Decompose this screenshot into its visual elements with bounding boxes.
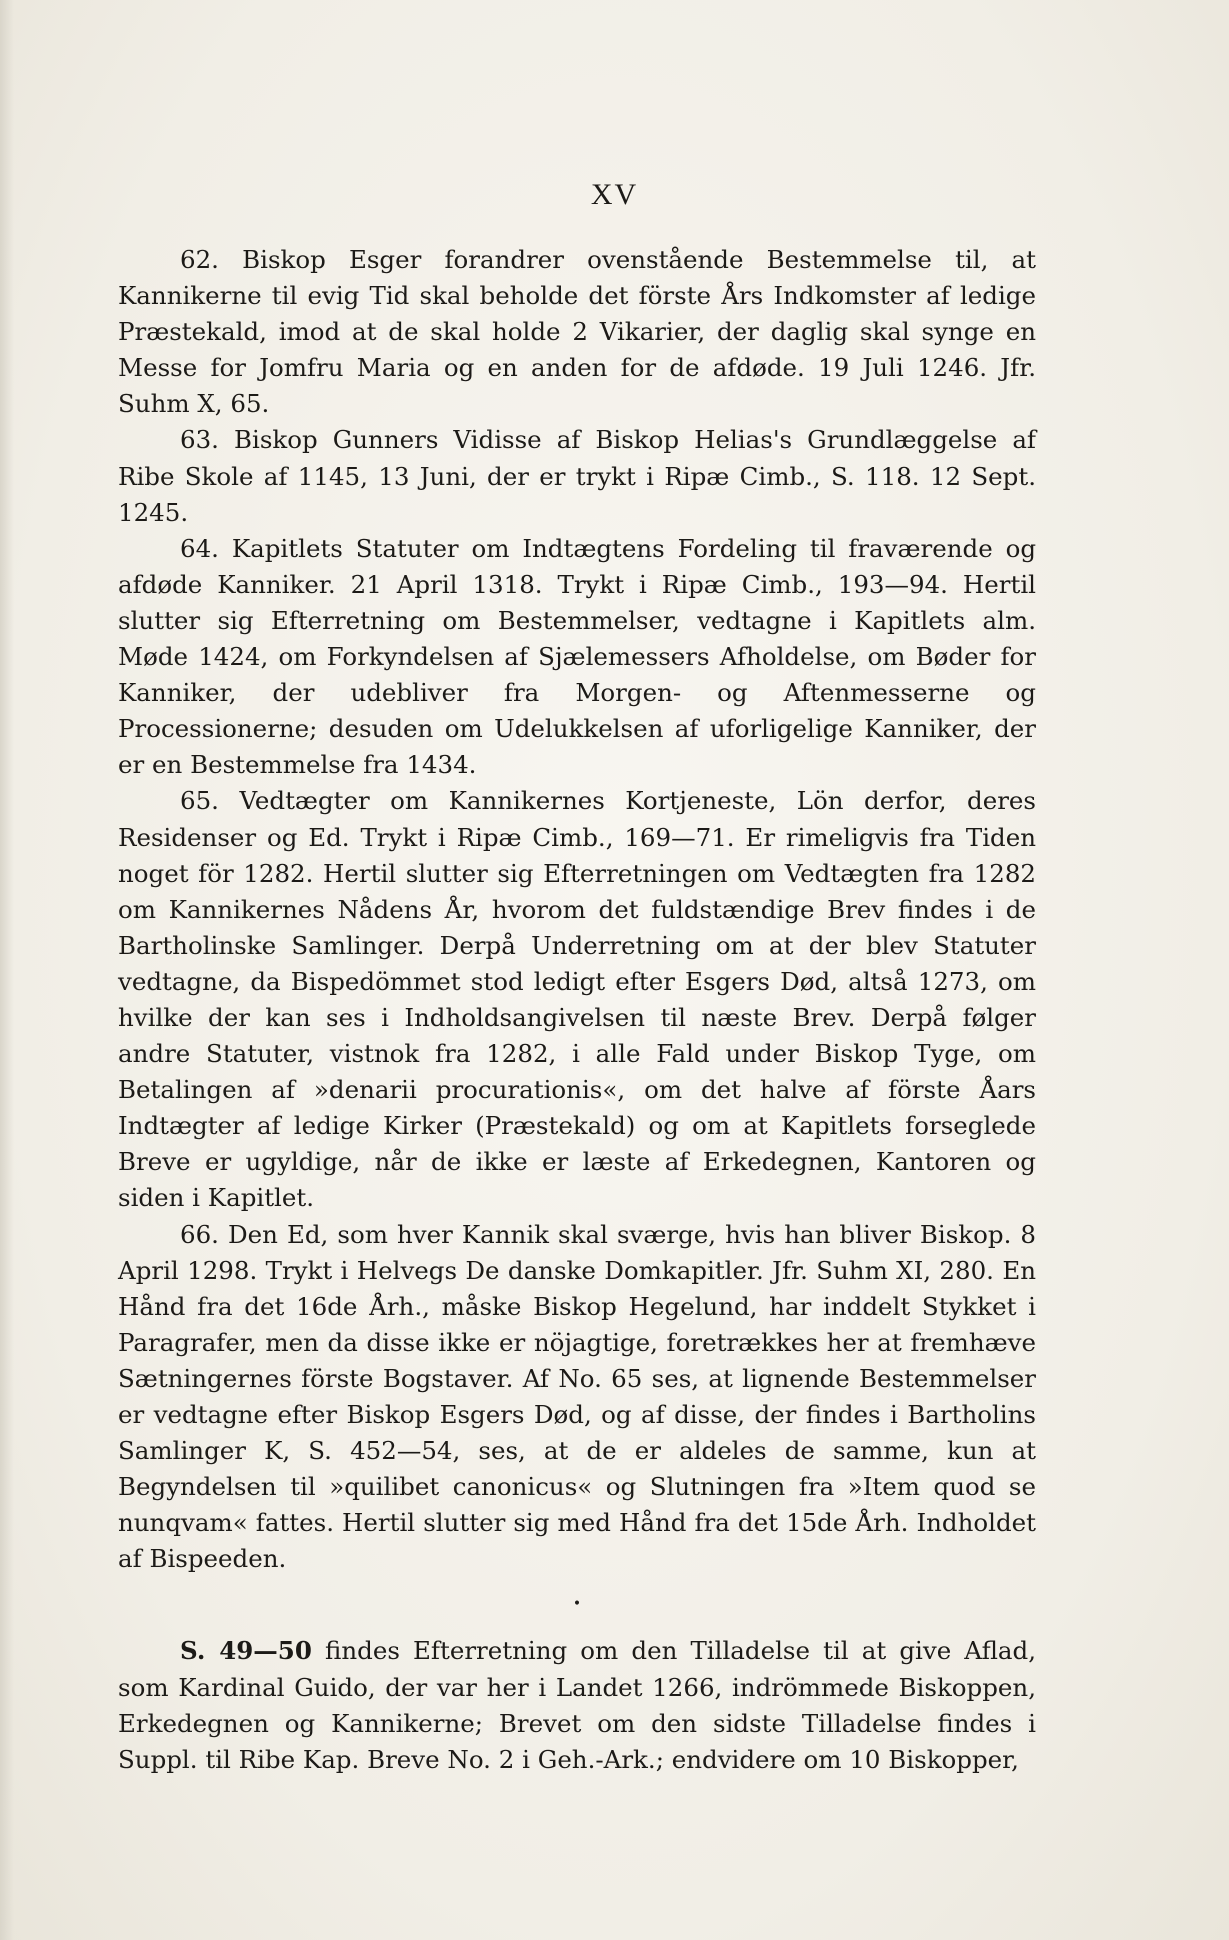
entry-63 (118, 422, 1036, 530)
body-text (118, 242, 1036, 1778)
entry-number: 65. (180, 786, 219, 816)
entry-text: Den Ed, som hver Kannik skal sværge, hvis han bliver Biskop. 8 April 1298. Trykt i Helvegs De danske Domkapitler. Jfr. Suhm XI, 280. En Hånd fra det 16de Årh., måske Biskop Hegelund, har inddelt Stykket i Paragrafer, men da disse ikke er nöjagtige, foretrækkes her at fremhæve Sætningernes förste Bogstaver. Af No. 65 ses, at lignende Bestemmelser er vedtagne efter Biskop Esgers Død, og af disse, der findes i Bartholins Samlinger K, S. 452—54, ses, at de er aldeles de samme, kun at Begyndelsen til »quilibet canonicus« og Slutningen fra »Item quod se nunqvam« fattes. Hertil slutter sig med Hånd fra det 15de Årh. Indholdet af Bispeeden. (118, 1219, 1036, 1574)
entry-text: Kapitlets Statuter om Indtægtens Fordeling til fraværende og afdøde Kanniker. 21 April 1318. Trykt i Ripæ Cimb., 193—94. Hertil slutter sig Efterretning om Bestemmelser, vedtagne i Kapitlets alm. Møde 1424, om Forkyndelsen af Sjælemessers Afholdelse, om Bøder for Kanniker, der udebliver fra Morgen- og Aftenmesserne og Processionerne; desuden om Udelukkelsen af uforligelige Kanniker, der er en Bestemmelse fra 1434. (118, 533, 1037, 780)
entry-65 (118, 783, 1036, 1216)
entry-number: 64. (180, 533, 219, 563)
page-edge-shadow (0, 0, 14, 1940)
section-text: findes Efterretning om den Tilladelse til at give Aflad, som Kardinal Guido, der var her i Landet 1266, indrömmede Biskoppen, Erkedegnen og Kannikerne; Brevet om den sidste Tilladelse findes i Suppl. til Ribe Kap. Breve No. 2 i Geh.-Ark.; endvidere om 10 Biskopper, (118, 1636, 1036, 1774)
section-paragraph (118, 1633, 1036, 1777)
entry-text: Biskop Gunners Vidisse af Biskop Helias's Grundlæggelse af Ribe Skole af 1145, 13 Juni, der er trykt i Ripæ Cimb., S. 118. 12 Sept. 1245. (118, 425, 1037, 527)
section-label: S. 49—50 (180, 1636, 312, 1666)
entry-66 (118, 1217, 1036, 1578)
page-number: XV (590, 178, 639, 211)
entry-number: 63. (180, 425, 219, 455)
entry-text: Biskop Esger forandrer ovenstående Bestemmelse til, at Kannikerne til evig Tid skal beholde det förste Års Indkomster af ledige Præstekald, imod at de skal holde 2 Vikarier, der daglig skal synge en Messe for Jomfru Maria og en anden for de afdøde. 19 Juli 1246. Jfr. Suhm X, 65. (118, 245, 1036, 419)
entry-64 (118, 531, 1036, 784)
entry-text: Vedtægter om Kannikernes Kortjeneste, Lön derfor, deres Residenser og Ed. Trykt i Ripæ Cimb., 169—71. Er rimeligvis fra Tiden noget för 1282. Hertil slutter sig Efterretningen om Vedtægten fra 1282 om Kannikernes Nådens År, hvorom det fuldstændige Brev findes i de Bartholinske Samlinger. Derpå Underretning om at der blev Statuter vedtagne, da Bispedömmet stod ledigt efter Esgers Død, altså 1273, om hvilke der kan ses i Indholdsangivelsen til næste Brev. Derpå følger andre Statuter, vistnok fra 1282, i alle Fald under Biskop Tyge, om Betalingen af »denarii procurationis«, om det halve af förste Åars Indtægter af ledige Kirker (Præstekald) og om at Kapitlets forseglede Breve er ugyldige, når de ikke er læste af Erkedegnen, Kantoren og siden i Kapitlet. (118, 786, 1036, 1213)
entry-number: 62. (180, 245, 219, 274)
entry-number: 66. (180, 1219, 219, 1249)
section-separator: • (572, 1596, 582, 1613)
entry-62 (118, 242, 1036, 422)
